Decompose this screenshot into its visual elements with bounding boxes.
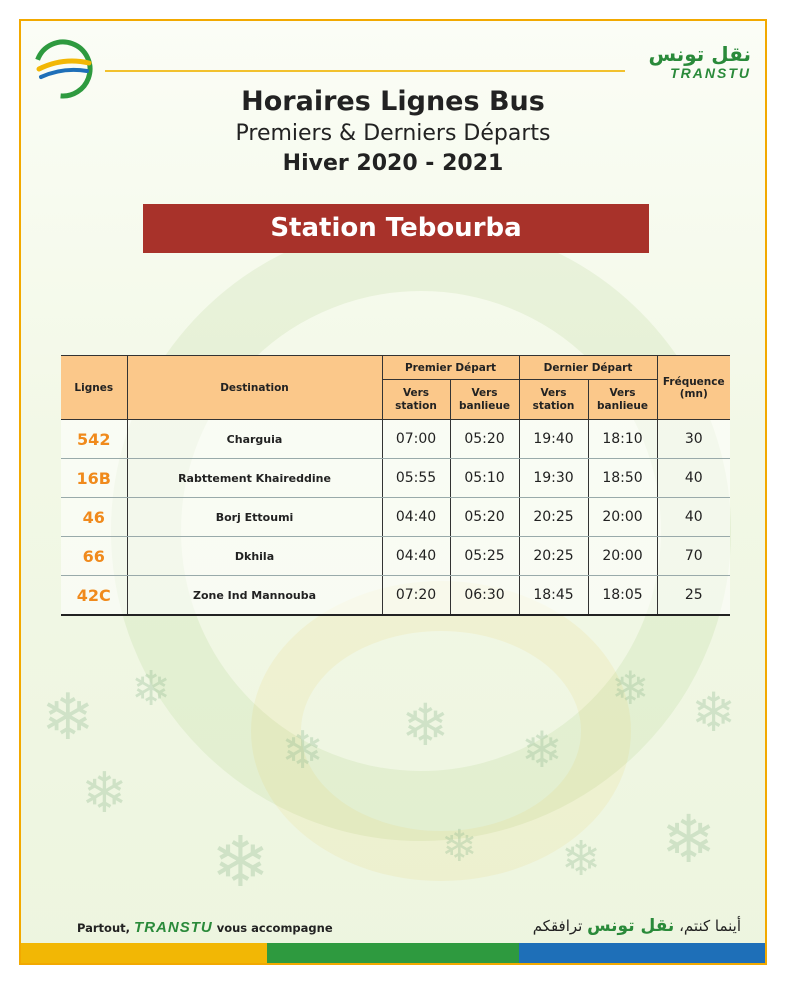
- frequency-cell: 40: [657, 459, 730, 498]
- slogan-ar-brand: نقل تونس: [587, 916, 675, 936]
- station-banner: Station Tebourba: [143, 204, 649, 253]
- stripe-yellow: [21, 943, 267, 963]
- last-departure-station: 20:25: [519, 498, 588, 537]
- footer-color-stripe: [21, 943, 765, 963]
- snowflake-icon: ❄: [81, 761, 128, 826]
- line-number: 542: [61, 420, 127, 459]
- first-departure-station: 07:20: [382, 576, 450, 616]
- footer-slogan-ar: [533, 916, 741, 936]
- line-number: 42C: [61, 576, 127, 616]
- slogan-ar-suffix: ترافقكم: [532, 917, 583, 935]
- first-departure-station: 05:55: [382, 459, 450, 498]
- snowflake-icon: ❄: [401, 691, 450, 759]
- header-dernier-depart: Dernier Départ: [519, 356, 657, 380]
- snowflake-icon: ❄: [691, 681, 737, 744]
- frequency-cell: 25: [657, 576, 730, 616]
- header-vers-station: Vers station: [519, 380, 588, 420]
- last-departure-station: 20:25: [519, 537, 588, 576]
- table-row: [61, 420, 730, 459]
- header-vers-station: Vers station: [382, 380, 450, 420]
- last-departure-banlieue: 18:50: [588, 459, 657, 498]
- snowflake-icon: ❄: [561, 831, 602, 887]
- title-season: Hiver 2020 - 2021: [282, 151, 504, 176]
- title-subtitle: Premiers & Derniers Départs: [235, 121, 551, 146]
- last-departure-banlieue: 18:10: [588, 420, 657, 459]
- snowflake-icon: ❄: [41, 681, 95, 755]
- destination-cell: Borj Ettoumi: [127, 498, 382, 537]
- snowflake-icon: ❄: [281, 721, 325, 781]
- last-departure-station: 19:40: [519, 420, 588, 459]
- snowflake-icon: ❄: [441, 821, 478, 872]
- table-row: [61, 459, 730, 498]
- slogan-ar-prefix: أينما كنتم،: [679, 917, 741, 935]
- first-departure-station: 04:40: [382, 537, 450, 576]
- snowflake-icon: ❄: [521, 721, 563, 779]
- table-row: [61, 537, 730, 576]
- destination-cell: Charguia: [127, 420, 382, 459]
- first-departure-station: 07:00: [382, 420, 450, 459]
- frequency-cell: 70: [657, 537, 730, 576]
- destination-cell: Zone Ind Mannouba: [127, 576, 382, 616]
- header-rule: [105, 70, 625, 72]
- destination-cell: Rabttement Khaireddine: [127, 459, 382, 498]
- brand-latin: TRANSTU: [670, 65, 751, 81]
- frequency-cell: 30: [657, 420, 730, 459]
- last-departure-banlieue: 20:00: [588, 498, 657, 537]
- first-departure-banlieue: 06:30: [450, 576, 519, 616]
- snowflake-icon: ❄: [211, 821, 270, 903]
- line-number: 46: [61, 498, 127, 537]
- brand-logo: [648, 43, 751, 81]
- snowflake-icon: ❄: [131, 661, 172, 717]
- slogan-prefix: Partout,: [77, 921, 131, 935]
- line-number: 66: [61, 537, 127, 576]
- page-title: [21, 85, 765, 179]
- header-destination: Destination: [127, 356, 382, 420]
- header-premier-depart: Premier Départ: [382, 356, 519, 380]
- header-frequence: Fréquence (mn): [657, 356, 730, 420]
- snowflake-icon: ❄: [661, 801, 717, 878]
- brand-arabic: نقل تونس: [648, 42, 751, 66]
- first-departure-banlieue: 05:20: [450, 498, 519, 537]
- footer-slogan-fr: [77, 919, 333, 936]
- line-number: 16B: [61, 459, 127, 498]
- header-vers-banlieue: Vers banlieue: [588, 380, 657, 420]
- slogan-suffix: vous accompagne: [216, 921, 333, 935]
- title-main: Horaires Lignes Bus: [241, 86, 545, 117]
- header-lignes: Lignes: [61, 356, 127, 420]
- first-departure-banlieue: 05:10: [450, 459, 519, 498]
- destination-cell: Dkhila: [127, 537, 382, 576]
- header-vers-banlieue: Vers banlieue: [450, 380, 519, 420]
- first-departure-banlieue: 05:25: [450, 537, 519, 576]
- last-departure-station: 18:45: [519, 576, 588, 616]
- last-departure-banlieue: 20:00: [588, 537, 657, 576]
- snowflake-icon: ❄: [611, 661, 650, 715]
- table-row: [61, 498, 730, 537]
- schedule-table: [61, 355, 730, 616]
- first-departure-banlieue: 05:20: [450, 420, 519, 459]
- stripe-blue: [519, 943, 765, 963]
- frequency-cell: 40: [657, 498, 730, 537]
- stripe-green: [267, 943, 520, 963]
- last-departure-station: 19:30: [519, 459, 588, 498]
- timetable-poster: [19, 19, 767, 965]
- first-departure-station: 04:40: [382, 498, 450, 537]
- table-row: [61, 576, 730, 616]
- slogan-brand: TRANSTU: [134, 919, 213, 936]
- last-departure-banlieue: 18:05: [588, 576, 657, 616]
